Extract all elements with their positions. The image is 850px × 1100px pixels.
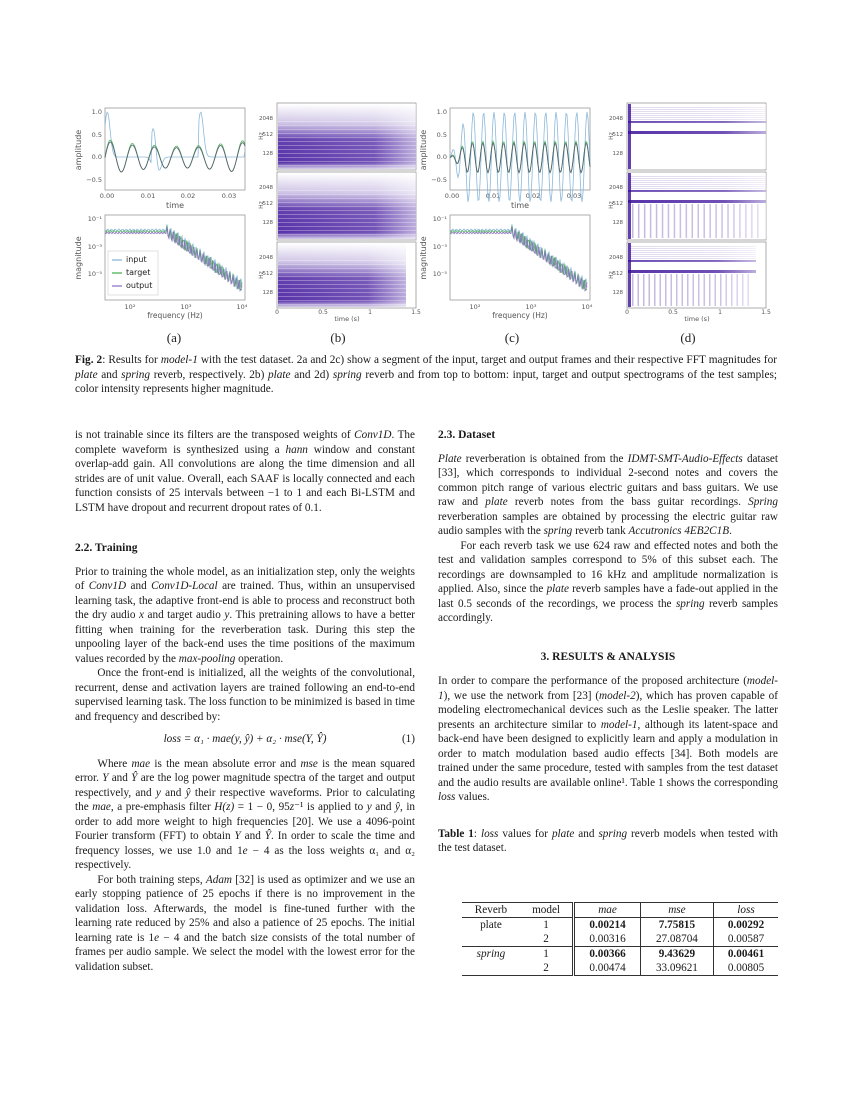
y-tick-label: −0.5 <box>431 176 447 184</box>
y-tick-label: 2048 <box>609 116 623 122</box>
text-run: and <box>126 580 152 592</box>
text-run: reverb tank <box>572 525 629 537</box>
italic-run: spring <box>675 597 705 610</box>
text-run: : Results for <box>102 354 161 366</box>
italic-run: Y <box>102 772 109 784</box>
cell-loss: 0.00805 <box>727 962 765 974</box>
text-run: , a pre-emphasis filter <box>110 801 215 813</box>
y-axis-label: Hz <box>608 201 615 209</box>
text-run: , although its latent-space and back-end have been designed to explicitly learn and apply a modulation in order to match modulation based audio effects [34]. Both models are trained under the same procedure, tested with samples from the test dataset and the audio results are available online¹. Table 1 shows the corresponding <box>438 718 778 789</box>
text-run: . The complete waveform is synthesized using a <box>75 429 415 456</box>
italic-run: plate <box>546 583 569 595</box>
italic-run: spring <box>543 525 573 537</box>
cell-mae: 0.00474 <box>574 961 641 976</box>
italic-run: Spring <box>748 496 778 508</box>
y-tick-label: 2048 <box>609 255 623 261</box>
left-column <box>75 428 415 974</box>
paragraph <box>75 757 415 873</box>
y-tick-label: 10⁻¹ <box>432 215 447 223</box>
text-run: . <box>729 525 732 537</box>
text-run: values. <box>455 791 490 803</box>
cell-loss: 0.00461 <box>727 948 765 960</box>
legend-label: output <box>126 281 153 290</box>
cell-reverb <box>462 932 520 947</box>
text-run: Once the front-end is initialized, all the weights of the convolutional, recurrent, dense and activation layers are trained following an end-to-end supervised learning task. The loss function to be minimized is based in time and frequency and described by: <box>75 667 415 723</box>
text-run: and target audio <box>143 609 225 621</box>
y-tick-label: 512 <box>612 132 623 138</box>
text-run: and <box>240 830 265 842</box>
italic-run: y <box>155 786 161 799</box>
y-axis-label: Hz <box>258 132 265 140</box>
x-axis-label: frequency (Hz) <box>492 311 548 320</box>
y-tick-label: 2048 <box>259 185 273 191</box>
x-tick-label: 0.02 <box>180 192 196 200</box>
italic-run: mae <box>92 801 111 813</box>
cell-mae: 0.00366 <box>574 947 641 962</box>
section-heading-results: 3. RESULTS & ANALYSIS <box>540 650 676 663</box>
figure-2 <box>0 0 850 350</box>
output-spectrum <box>450 227 587 290</box>
y-tick-label: 512 <box>262 132 273 138</box>
y-tick-label: −0.5 <box>86 176 102 184</box>
paragraph <box>75 873 415 975</box>
italic-run: loss <box>438 791 456 803</box>
cell-mae: 0.00316 <box>574 932 641 947</box>
italic-run: Ŷ <box>131 772 138 784</box>
paragraph <box>75 428 415 515</box>
table-row <box>462 947 778 962</box>
x-tick-label: 0.03 <box>566 192 582 200</box>
italic-run: Conv1D-Local <box>151 580 218 592</box>
legend-label: input <box>126 255 147 264</box>
text-run: operation. <box>235 652 284 665</box>
cell-model: 1 <box>520 918 574 933</box>
y-axis-label: Hz <box>608 132 615 140</box>
x-axis-label: time <box>165 201 185 210</box>
text-run: is not trainable since its filters are the transposed weights of <box>75 429 355 441</box>
y-tick-label: 0.5 <box>436 131 447 139</box>
subfigure-label: (b) <box>330 330 346 345</box>
text-run: with the test dataset. 2a and 2c) show a segment of the input, target and output frames and their respective FFT magnitudes for <box>197 354 777 366</box>
cell-reverb <box>462 961 520 976</box>
y-tick-label: 2048 <box>259 255 273 261</box>
text-run: : <box>473 827 481 840</box>
text-run: For both training steps, <box>97 873 206 886</box>
italic-run: spring <box>121 368 151 381</box>
italic-run: model-1 <box>438 675 778 702</box>
bold-run: Table 1 <box>438 827 474 840</box>
paragraph <box>438 539 778 626</box>
text-run: reverberation samples are obtained by processing the electric guitar raw audio samples with the <box>438 510 778 537</box>
subfigure-label: (a) <box>166 330 182 345</box>
italic-run: max-pooling <box>178 652 236 665</box>
bold-run: Fig. 2 <box>75 354 103 366</box>
italic-run: plate <box>485 496 508 508</box>
section-heading-dataset: 2.3. Dataset <box>438 429 496 441</box>
figure-caption <box>75 353 777 397</box>
text-run: , in order to add more weight to high frequencies [20]. We use a 4096-point Fourier transform (FFT) to obtain <box>75 801 416 842</box>
y-tick-label: 2048 <box>609 185 623 191</box>
col-header: mse <box>640 903 713 918</box>
y-axis-label: Hz <box>258 201 265 209</box>
paragraph <box>438 674 778 805</box>
text-run: Where <box>97 757 132 770</box>
y-tick-label: 128 <box>262 151 273 157</box>
italic-run: x <box>139 609 144 621</box>
text-run: For each reverb task we use 624 raw and effected notes and both the test and validation samples correspond to 5% of this subset each. The recordings are downsampled to 16 kHz and amplitude normalization is applied. Also, since the <box>438 539 778 595</box>
cell-mae: 0.00214 <box>574 918 641 933</box>
text-run: values for <box>498 827 552 840</box>
cell-mse: 33.09621 <box>640 961 713 976</box>
italic-run: Ŷ <box>264 830 271 842</box>
text-run: dataset [33], which corresponds to individual 2-second notes and covers the common pitch range of various electric guitars and bass guitars. We use raw and <box>438 452 779 508</box>
x-tick-label: 10² <box>469 303 481 311</box>
target-waveform <box>105 140 245 172</box>
text-run: ), we use the network from [23] ( <box>443 689 600 702</box>
spectrogram-fade <box>278 173 416 239</box>
legend-label: target <box>126 268 151 277</box>
text-run: reverb models when tested with the test dataset. <box>438 827 779 854</box>
italic-run: Conv1D <box>88 580 127 592</box>
x-tick-label: 0.5 <box>318 309 328 316</box>
x-tick-label: 1.5 <box>411 309 421 316</box>
text-run: ⁻¹ is applied to <box>294 801 367 813</box>
x-tick-label: 0.01 <box>140 192 156 200</box>
cell-model: 2 <box>520 932 574 947</box>
x-tick-label: 0.5 <box>668 309 678 316</box>
y-axis-label: magnitude <box>419 236 428 280</box>
text-run: window and constant overlap-add gain. All convolutions are along the time dimension and all strides are of unit value. Overall, each SAAF is locally connected and each function consists of 25 intervals between −1 to 1 and each Bi-LSTM and LSTM have dropout and recurrent dropout rates of 0.1. <box>75 443 415 514</box>
x-tick-label: 0 <box>275 309 279 316</box>
col-header: loss <box>737 904 755 916</box>
x-axis-label: time (s) <box>334 315 360 323</box>
text-run: reverb samples have a fade-out applied in the last 0.5 seconds of the recordings, we process the <box>438 583 778 610</box>
x-tick-label: 10³ <box>525 303 537 311</box>
cell-mse: 27.08704 <box>640 932 713 947</box>
equation-1 <box>75 732 415 747</box>
italic-run: model-1 <box>600 718 638 731</box>
y-axis-label: amplitude <box>74 129 83 171</box>
right-column <box>438 428 778 856</box>
table-row <box>462 961 778 976</box>
y-tick-label: 0.0 <box>91 153 102 161</box>
italic-run: z <box>289 801 295 813</box>
equation-number: (1) <box>401 733 415 745</box>
italic-run: e <box>154 931 160 944</box>
table-row <box>462 918 778 933</box>
text-run: and <box>160 786 186 799</box>
italic-run: Adam <box>205 873 233 886</box>
text-run: is the mean squared error. <box>75 757 416 784</box>
italic-run: loss <box>480 827 499 840</box>
italic-run: IDMT-SMT-Audio-Effects <box>627 452 743 465</box>
italic-run: plate <box>551 827 575 840</box>
y-tick-label: 0.0 <box>436 153 447 161</box>
italic-run: spring <box>598 827 628 840</box>
italic-run: y <box>366 801 372 813</box>
italic-run: ŷ <box>395 801 400 813</box>
subfigure-label: (d) <box>680 330 696 345</box>
text-run: and 2d) <box>290 368 333 381</box>
cell-loss: 0.00292 <box>727 919 765 931</box>
italic-run: model-2 <box>599 689 636 702</box>
italic-run: ŷ <box>185 786 191 799</box>
text-run: reverb notes from the bass guitar recordings. <box>507 496 749 508</box>
italic-run: model-1 <box>160 354 198 366</box>
y-tick-label: 128 <box>612 151 623 157</box>
cell-mse: 9.43629 <box>640 947 713 962</box>
input-waveform <box>450 112 590 202</box>
y-tick-label: 512 <box>612 271 623 277</box>
col-header: Reverb <box>474 904 508 916</box>
italic-run: Plate <box>438 452 462 465</box>
italic-run: y <box>224 609 230 621</box>
y-axis-label: Hz <box>608 271 615 279</box>
y-tick-label: 128 <box>262 220 273 226</box>
table-row <box>462 932 778 947</box>
cell-model: 1 <box>520 947 574 962</box>
text-run: reverb and from top to bottom: input, target and output spectrograms of the test samples; color intensity represents higher magnitude. <box>75 368 777 396</box>
subfigure-label: (c) <box>504 330 520 345</box>
x-axis-label: time <box>510 201 530 210</box>
x-tick-label: 1.5 <box>761 309 771 316</box>
fft-axes <box>450 215 590 300</box>
spectrogram-fade <box>278 243 406 307</box>
y-tick-label: 10⁻⁵ <box>432 270 447 278</box>
results-table <box>462 902 778 976</box>
text-run: and <box>97 368 122 381</box>
italic-run: plate <box>267 368 291 381</box>
text-run: [32] is used as optimizer and we use an early stopping patience of 25 epochs if there is no improvement in the validation loss. Afterwards, the model is fine-tuned further with the learning rate reduced by 25% and also a patience of 25 epochs. The initial learning rate is 1 <box>75 873 415 944</box>
text-run: In order to compare the performance of the proposed architecture ( <box>438 675 747 687</box>
spectrogram-fade <box>628 104 766 169</box>
y-axis-label: Hz <box>258 271 265 279</box>
x-tick-label: 1 <box>368 309 372 316</box>
table-caption <box>438 827 778 856</box>
spectrogram-fade <box>628 173 766 239</box>
text-run: their respective waveforms. Prior to calculating the <box>75 786 415 813</box>
italic-run: hann <box>285 443 308 456</box>
text-run: and <box>574 827 599 840</box>
x-axis-label: frequency (Hz) <box>147 311 203 320</box>
text-run: reverb, respectively. 2b) <box>150 368 268 381</box>
spectrogram-fade <box>628 243 756 307</box>
y-tick-label: 10⁻⁵ <box>87 270 102 278</box>
y-tick-label: 128 <box>612 220 623 226</box>
y-axis-label: magnitude <box>74 236 83 280</box>
text-run: ), which has proven capable of modeling electromechanical devices such as the Leslie speaker. The latter presents an architecture similar to <box>438 689 778 731</box>
y-tick-label: 10⁻³ <box>87 243 102 251</box>
text-run: = 1 − 0, 95 <box>234 801 290 813</box>
cell-model: 2 <box>520 961 574 976</box>
text-run: reverberation is obtained from the <box>461 452 628 465</box>
y-tick-label: 512 <box>612 201 623 207</box>
text-run: reverb samples accordingly. <box>438 597 778 624</box>
x-tick-label: 10⁴ <box>581 303 593 311</box>
text-run: Prior to training the whole model, as an initialization step, only the weights of <box>75 565 415 592</box>
italic-run: e <box>242 844 248 857</box>
text-run: are the log power magnitude spectra of the target and output respectively, and <box>75 772 416 799</box>
x-tick-label: 0.01 <box>485 192 501 200</box>
italic-run: mse <box>300 757 318 770</box>
x-tick-label: 10² <box>124 303 136 311</box>
text-run: . This pretraining allows to have a better fitting when training for the reverberation task. During this step the unpooling layer of the back-end uses the time positions of the maximum values recorded by the <box>75 609 416 665</box>
text-run: and <box>371 801 395 813</box>
y-axis-label: amplitude <box>419 129 428 171</box>
text-run: are trained. Thus, within an unsupervised learning task, the adaptive front-end is able to process and reconstruct both the dry audio <box>75 580 416 621</box>
x-tick-label: 10⁴ <box>236 303 248 311</box>
italic-run: spring <box>332 368 362 381</box>
col-header: mae <box>574 903 641 918</box>
text-run: . In order to scale the time and frequency losses, we use 1.0 and 1 <box>75 830 415 857</box>
x-tick-label: 1 <box>718 309 722 316</box>
paragraph <box>75 565 415 667</box>
cell-reverb: spring <box>476 948 506 960</box>
y-tick-label: 512 <box>262 271 273 277</box>
x-tick-label: 10³ <box>180 303 192 311</box>
text-run: and <box>108 772 132 784</box>
x-tick-label: 0.03 <box>221 192 237 200</box>
col-header: model <box>520 903 574 918</box>
italic-run: Accutronics 4EB2C1B <box>628 525 730 537</box>
y-tick-label: 1.0 <box>91 108 102 116</box>
y-tick-label: 10⁻³ <box>432 243 447 251</box>
italic-run: Y <box>234 830 241 842</box>
x-tick-label: 0.00 <box>99 192 115 200</box>
spectrogram-fade <box>278 104 416 169</box>
italic-run: mae <box>131 757 151 770</box>
y-tick-label: 0.5 <box>91 131 102 139</box>
section-heading-training: 2.2. Training <box>75 542 138 554</box>
italic-run: H(z) <box>214 801 235 813</box>
y-tick-label: 1.0 <box>436 108 447 116</box>
y-tick-label: 128 <box>612 290 623 296</box>
x-tick-label: 0.00 <box>444 192 460 200</box>
cell-loss: 0.00587 <box>727 933 765 945</box>
y-tick-label: 2048 <box>259 116 273 122</box>
paragraph <box>75 666 415 724</box>
x-tick-label: 0.02 <box>525 192 541 200</box>
y-tick-label: 10⁻¹ <box>87 215 102 223</box>
italic-run: Conv1D <box>354 429 392 441</box>
paragraph <box>438 452 778 539</box>
italic-run: plate <box>75 368 98 381</box>
cell-mse: 7.75815 <box>640 918 713 933</box>
cell-reverb: plate <box>480 919 502 931</box>
text-run: is the mean absolute error and <box>150 757 301 770</box>
y-tick-label: 128 <box>262 290 273 296</box>
text-run: − 4 as the loss weights α₁ and α₂ respectively. <box>75 844 416 871</box>
y-tick-label: 512 <box>262 201 273 207</box>
x-axis-label: time (s) <box>684 315 710 323</box>
x-tick-label: 0 <box>625 309 629 316</box>
equation-text: loss = α₁ · mae(y, ŷ) + α₂ · mse(Y, Ŷ) <box>163 733 327 745</box>
text-run: − 4 and the batch size consists of the total number of frames per audio sample. We select the model with the lowest error for the validation subset. <box>75 931 415 973</box>
